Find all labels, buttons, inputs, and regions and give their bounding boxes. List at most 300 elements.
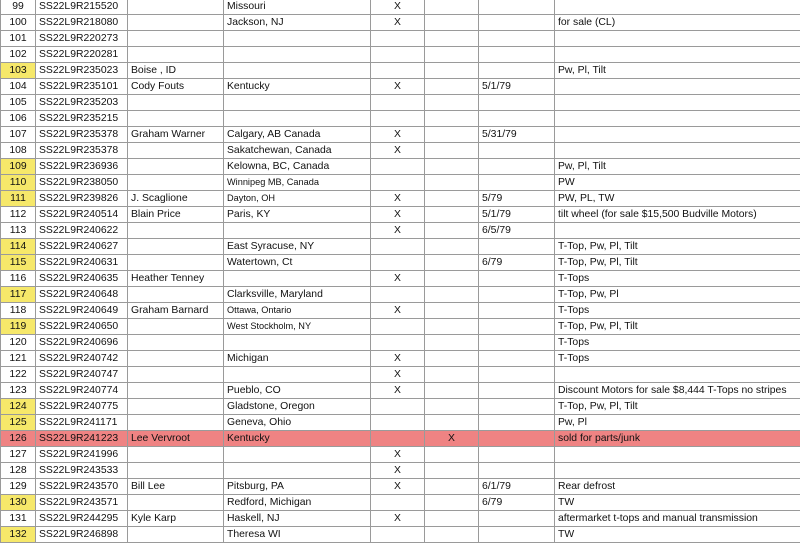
location-cell — [224, 63, 371, 79]
date-cell: 6/79 — [479, 495, 555, 511]
date-cell: 5/79 — [479, 191, 555, 207]
notes-cell: T-Tops — [555, 351, 800, 367]
location-cell: Missouri — [224, 0, 371, 15]
location-cell: Paris, KY — [224, 207, 371, 223]
notes-cell — [555, 463, 800, 479]
check-cell-2 — [425, 511, 479, 527]
check-cell-2 — [425, 79, 479, 95]
date-cell — [479, 31, 555, 47]
check-cell-1: X — [371, 367, 425, 383]
row-number-cell: 110 — [1, 175, 36, 191]
check-cell-2 — [425, 0, 479, 15]
vin-cell: SS22L9R218080 — [36, 15, 128, 31]
owner-cell: Cody Fouts — [128, 79, 224, 95]
row-number-cell: 129 — [1, 479, 36, 495]
table-body — [1, 0, 800, 543]
row-number-cell: 120 — [1, 335, 36, 351]
check-cell-1 — [371, 287, 425, 303]
date-cell — [479, 511, 555, 527]
date-cell — [479, 399, 555, 415]
location-cell: Ottawa, Ontario — [224, 303, 371, 319]
table-row — [1, 31, 800, 47]
row-number-cell: 107 — [1, 127, 36, 143]
check-cell-2 — [425, 463, 479, 479]
check-cell-1 — [371, 239, 425, 255]
vin-cell: SS22L9R240514 — [36, 207, 128, 223]
row-number-cell: 103 — [1, 63, 36, 79]
vin-cell: SS22L9R244295 — [36, 511, 128, 527]
table-row — [1, 463, 800, 479]
check-cell-1 — [371, 431, 425, 447]
vin-cell: SS22L9R238050 — [36, 175, 128, 191]
table-row — [1, 111, 800, 127]
row-number-cell: 104 — [1, 79, 36, 95]
check-cell-1: X — [371, 79, 425, 95]
location-cell — [224, 447, 371, 463]
owner-cell: Blain Price — [128, 207, 224, 223]
table-row — [1, 63, 800, 79]
owner-cell — [128, 111, 224, 127]
owner-cell: Lee Vervroot — [128, 431, 224, 447]
notes-cell: T-Top, Pw, Pl, Tilt — [555, 319, 800, 335]
row-number-cell: 108 — [1, 143, 36, 159]
check-cell-2 — [425, 495, 479, 511]
location-cell: Sakatchewan, Canada — [224, 143, 371, 159]
location-cell: Kelowna, BC, Canada — [224, 159, 371, 175]
check-cell-2 — [425, 527, 479, 543]
table-row — [1, 351, 800, 367]
check-cell-1: X — [371, 271, 425, 287]
notes-cell — [555, 47, 800, 63]
check-cell-1: X — [371, 383, 425, 399]
vin-cell: SS22L9R240627 — [36, 239, 128, 255]
notes-cell: T-Tops — [555, 303, 800, 319]
table-row — [1, 255, 800, 271]
owner-cell: Kyle Karp — [128, 511, 224, 527]
location-cell: Geneva, Ohio — [224, 415, 371, 431]
location-cell — [224, 463, 371, 479]
owner-cell — [128, 0, 224, 15]
check-cell-1: X — [371, 479, 425, 495]
owner-cell — [128, 527, 224, 543]
notes-cell: TW — [555, 495, 800, 511]
check-cell-1 — [371, 47, 425, 63]
row-number-cell: 105 — [1, 95, 36, 111]
table-row — [1, 159, 800, 175]
date-cell — [479, 159, 555, 175]
owner-cell — [128, 335, 224, 351]
check-cell-1 — [371, 415, 425, 431]
owner-cell — [128, 143, 224, 159]
table-row — [1, 415, 800, 431]
date-cell — [479, 383, 555, 399]
date-cell — [479, 63, 555, 79]
date-cell: 6/1/79 — [479, 479, 555, 495]
check-cell-1: X — [371, 351, 425, 367]
location-cell — [224, 367, 371, 383]
location-cell: Watertown, Ct — [224, 255, 371, 271]
vin-cell: SS22L9R240696 — [36, 335, 128, 351]
check-cell-1 — [371, 335, 425, 351]
vin-cell: SS22L9R240648 — [36, 287, 128, 303]
check-cell-1 — [371, 63, 425, 79]
owner-cell — [128, 31, 224, 47]
owner-cell — [128, 495, 224, 511]
table-row — [1, 447, 800, 463]
row-number-cell: 127 — [1, 447, 36, 463]
check-cell-2 — [425, 175, 479, 191]
table-row — [1, 223, 800, 239]
location-cell: Dayton, OH — [224, 191, 371, 207]
check-cell-2 — [425, 143, 479, 159]
date-cell — [479, 447, 555, 463]
table-row — [1, 127, 800, 143]
notes-cell: TW — [555, 527, 800, 543]
vin-cell: SS22L9R240774 — [36, 383, 128, 399]
vin-cell: SS22L9R240649 — [36, 303, 128, 319]
vin-cell: SS22L9R235203 — [36, 95, 128, 111]
location-cell: Kentucky — [224, 431, 371, 447]
row-number-cell: 130 — [1, 495, 36, 511]
location-cell — [224, 223, 371, 239]
vin-cell: SS22L9R241996 — [36, 447, 128, 463]
notes-cell: PW — [555, 175, 800, 191]
table-row — [1, 335, 800, 351]
owner-cell — [128, 95, 224, 111]
date-cell: 6/5/79 — [479, 223, 555, 239]
date-cell — [479, 287, 555, 303]
location-cell: Pueblo, CO — [224, 383, 371, 399]
vin-cell: SS22L9R243571 — [36, 495, 128, 511]
date-cell — [479, 463, 555, 479]
location-cell — [224, 95, 371, 111]
row-number-cell: 113 — [1, 223, 36, 239]
location-cell — [224, 111, 371, 127]
date-cell — [479, 239, 555, 255]
row-number-cell: 106 — [1, 111, 36, 127]
table-row — [1, 399, 800, 415]
table-row — [1, 15, 800, 31]
row-number-cell: 132 — [1, 527, 36, 543]
date-cell: 5/31/79 — [479, 127, 555, 143]
notes-cell: T-Top, Pw, Pl — [555, 287, 800, 303]
date-cell — [479, 367, 555, 383]
row-number-cell: 112 — [1, 207, 36, 223]
check-cell-2 — [425, 335, 479, 351]
notes-cell: PW, PL, TW — [555, 191, 800, 207]
vin-cell: SS22L9R239826 — [36, 191, 128, 207]
date-cell — [479, 271, 555, 287]
notes-cell — [555, 111, 800, 127]
notes-cell: sold for parts/junk — [555, 431, 800, 447]
notes-cell: T-Top, Pw, Pl, Tilt — [555, 239, 800, 255]
row-number-cell: 122 — [1, 367, 36, 383]
owner-cell — [128, 415, 224, 431]
table-row — [1, 303, 800, 319]
row-number-cell: 115 — [1, 255, 36, 271]
check-cell-2 — [425, 239, 479, 255]
notes-cell — [555, 143, 800, 159]
owner-cell — [128, 367, 224, 383]
date-cell — [479, 15, 555, 31]
check-cell-2 — [425, 319, 479, 335]
row-number-cell: 100 — [1, 15, 36, 31]
owner-cell — [128, 15, 224, 31]
vin-cell: SS22L9R240631 — [36, 255, 128, 271]
notes-cell — [555, 79, 800, 95]
table-row — [1, 207, 800, 223]
check-cell-1 — [371, 31, 425, 47]
owner-cell — [128, 239, 224, 255]
location-cell: Theresa WI — [224, 527, 371, 543]
date-cell — [479, 143, 555, 159]
date-cell — [479, 47, 555, 63]
table-row — [1, 175, 800, 191]
row-number-cell: 119 — [1, 319, 36, 335]
owner-cell: Heather Tenney — [128, 271, 224, 287]
location-cell — [224, 271, 371, 287]
check-cell-2 — [425, 223, 479, 239]
row-number-cell: 131 — [1, 511, 36, 527]
date-cell — [479, 319, 555, 335]
check-cell-1 — [371, 159, 425, 175]
owner-cell — [128, 47, 224, 63]
vin-cell: SS22L9R240742 — [36, 351, 128, 367]
notes-cell — [555, 0, 800, 15]
owner-cell: Graham Warner — [128, 127, 224, 143]
notes-cell: T-Top, Pw, Pl, Tilt — [555, 255, 800, 271]
location-cell — [224, 335, 371, 351]
notes-cell — [555, 223, 800, 239]
check-cell-1: X — [371, 223, 425, 239]
location-cell: Gladstone, Oregon — [224, 399, 371, 415]
notes-cell — [555, 95, 800, 111]
location-cell: Winnipeg MB, Canada — [224, 175, 371, 191]
row-number-cell: 128 — [1, 463, 36, 479]
vin-cell: SS22L9R240775 — [36, 399, 128, 415]
table-row — [1, 383, 800, 399]
check-cell-2 — [425, 191, 479, 207]
vin-cell: SS22L9R236936 — [36, 159, 128, 175]
check-cell-2 — [425, 95, 479, 111]
owner-cell — [128, 383, 224, 399]
check-cell-1 — [371, 175, 425, 191]
row-number-cell: 124 — [1, 399, 36, 415]
vin-cell: SS22L9R241171 — [36, 415, 128, 431]
date-cell: 5/1/79 — [479, 207, 555, 223]
owner-cell — [128, 319, 224, 335]
notes-cell: Discount Motors for sale $8,444 T-Tops no stripes — [555, 383, 800, 399]
date-cell — [479, 527, 555, 543]
check-cell-2 — [425, 415, 479, 431]
check-cell-2 — [425, 207, 479, 223]
vin-cell: SS22L9R235378 — [36, 143, 128, 159]
check-cell-2 — [425, 111, 479, 127]
vin-cell: SS22L9R246898 — [36, 527, 128, 543]
check-cell-1: X — [371, 15, 425, 31]
row-number-cell: 101 — [1, 31, 36, 47]
table-row — [1, 271, 800, 287]
location-cell: Redford, Michigan — [224, 495, 371, 511]
check-cell-2 — [425, 255, 479, 271]
vin-cell: SS22L9R220273 — [36, 31, 128, 47]
table-row — [1, 287, 800, 303]
check-cell-2 — [425, 31, 479, 47]
row-number-cell: 109 — [1, 159, 36, 175]
table-row — [1, 47, 800, 63]
table-row — [1, 0, 800, 15]
vin-cell: SS22L9R243570 — [36, 479, 128, 495]
check-cell-1: X — [371, 0, 425, 15]
check-cell-2 — [425, 303, 479, 319]
table-row — [1, 239, 800, 255]
location-cell: Haskell, NJ — [224, 511, 371, 527]
check-cell-1: X — [371, 511, 425, 527]
check-cell-2 — [425, 127, 479, 143]
check-cell-1: X — [371, 143, 425, 159]
vin-cell: SS22L9R240635 — [36, 271, 128, 287]
check-cell-1: X — [371, 463, 425, 479]
row-number-cell: 102 — [1, 47, 36, 63]
location-cell: East Syracuse, NY — [224, 239, 371, 255]
notes-cell: for sale (CL) — [555, 15, 800, 31]
date-cell — [479, 111, 555, 127]
check-cell-1 — [371, 319, 425, 335]
check-cell-1 — [371, 527, 425, 543]
table-row — [1, 191, 800, 207]
notes-cell: Rear defrost — [555, 479, 800, 495]
date-cell — [479, 175, 555, 191]
check-cell-1: X — [371, 191, 425, 207]
vin-cell: SS22L9R240622 — [36, 223, 128, 239]
owner-cell — [128, 447, 224, 463]
table-row — [1, 495, 800, 511]
table-row — [1, 479, 800, 495]
notes-cell: T-Top, Pw, Pl, Tilt — [555, 399, 800, 415]
location-cell: West Stockholm, NY — [224, 319, 371, 335]
location-cell: Calgary, AB Canada — [224, 127, 371, 143]
row-number-cell: 125 — [1, 415, 36, 431]
row-number-cell: 114 — [1, 239, 36, 255]
row-number-cell: 121 — [1, 351, 36, 367]
check-cell-2 — [425, 63, 479, 79]
table-row — [1, 143, 800, 159]
check-cell-1 — [371, 255, 425, 271]
table-row — [1, 527, 800, 543]
row-number-cell: 111 — [1, 191, 36, 207]
check-cell-2 — [425, 383, 479, 399]
vin-cell: SS22L9R215520 — [36, 0, 128, 15]
row-number-cell: 116 — [1, 271, 36, 287]
date-cell — [479, 415, 555, 431]
location-cell: Kentucky — [224, 79, 371, 95]
table-row — [1, 79, 800, 95]
check-cell-1 — [371, 95, 425, 111]
check-cell-1: X — [371, 127, 425, 143]
notes-cell: Pw, Pl, Tilt — [555, 63, 800, 79]
check-cell-2 — [425, 287, 479, 303]
location-cell: Clarksville, Maryland — [224, 287, 371, 303]
check-cell-2 — [425, 447, 479, 463]
check-cell-2 — [425, 351, 479, 367]
notes-cell: aftermarket t-tops and manual transmission — [555, 511, 800, 527]
check-cell-1 — [371, 399, 425, 415]
check-cell-1: X — [371, 207, 425, 223]
date-cell — [479, 95, 555, 111]
notes-cell — [555, 447, 800, 463]
vin-cell: SS22L9R220281 — [36, 47, 128, 63]
row-number-cell: 123 — [1, 383, 36, 399]
check-cell-2 — [425, 271, 479, 287]
date-cell: 6/79 — [479, 255, 555, 271]
vin-cell: SS22L9R241223 — [36, 431, 128, 447]
owner-cell — [128, 223, 224, 239]
check-cell-1 — [371, 111, 425, 127]
check-cell-2 — [425, 367, 479, 383]
owner-cell — [128, 255, 224, 271]
notes-cell: Pw, Pl, Tilt — [555, 159, 800, 175]
owner-cell: Graham Barnard — [128, 303, 224, 319]
row-number-cell: 117 — [1, 287, 36, 303]
owner-cell — [128, 159, 224, 175]
date-cell — [479, 303, 555, 319]
owner-cell — [128, 287, 224, 303]
table-row — [1, 95, 800, 111]
location-cell — [224, 47, 371, 63]
date-cell — [479, 351, 555, 367]
owner-cell: Boise , ID — [128, 63, 224, 79]
row-number-cell: 99 — [1, 0, 36, 15]
row-number-cell: 126 — [1, 431, 36, 447]
notes-cell: Pw, Pl — [555, 415, 800, 431]
vin-cell: SS22L9R235378 — [36, 127, 128, 143]
table-row — [1, 511, 800, 527]
vin-cell: SS22L9R235023 — [36, 63, 128, 79]
table-row — [1, 431, 800, 447]
check-cell-1: X — [371, 447, 425, 463]
check-cell-1: X — [371, 303, 425, 319]
check-cell-2: X — [425, 431, 479, 447]
date-cell — [479, 0, 555, 15]
vin-cell: SS22L9R240747 — [36, 367, 128, 383]
notes-cell: T-Tops — [555, 335, 800, 351]
owner-cell — [128, 399, 224, 415]
table-row — [1, 367, 800, 383]
vin-cell: SS22L9R240650 — [36, 319, 128, 335]
owner-cell: Bill Lee — [128, 479, 224, 495]
notes-cell: T-Tops — [555, 271, 800, 287]
notes-cell: tilt wheel (for sale $15,500 Budville Motors) — [555, 207, 800, 223]
owner-cell — [128, 463, 224, 479]
vin-cell: SS22L9R243533 — [36, 463, 128, 479]
owner-cell — [128, 351, 224, 367]
owner-cell — [128, 175, 224, 191]
notes-cell — [555, 127, 800, 143]
location-cell: Michigan — [224, 351, 371, 367]
date-cell — [479, 335, 555, 351]
notes-cell — [555, 31, 800, 47]
location-cell: Jackson, NJ — [224, 15, 371, 31]
date-cell: 5/1/79 — [479, 79, 555, 95]
table-row — [1, 319, 800, 335]
row-number-cell: 118 — [1, 303, 36, 319]
check-cell-2 — [425, 47, 479, 63]
check-cell-2 — [425, 159, 479, 175]
notes-cell — [555, 367, 800, 383]
vin-cell: SS22L9R235101 — [36, 79, 128, 95]
check-cell-1 — [371, 495, 425, 511]
check-cell-2 — [425, 15, 479, 31]
